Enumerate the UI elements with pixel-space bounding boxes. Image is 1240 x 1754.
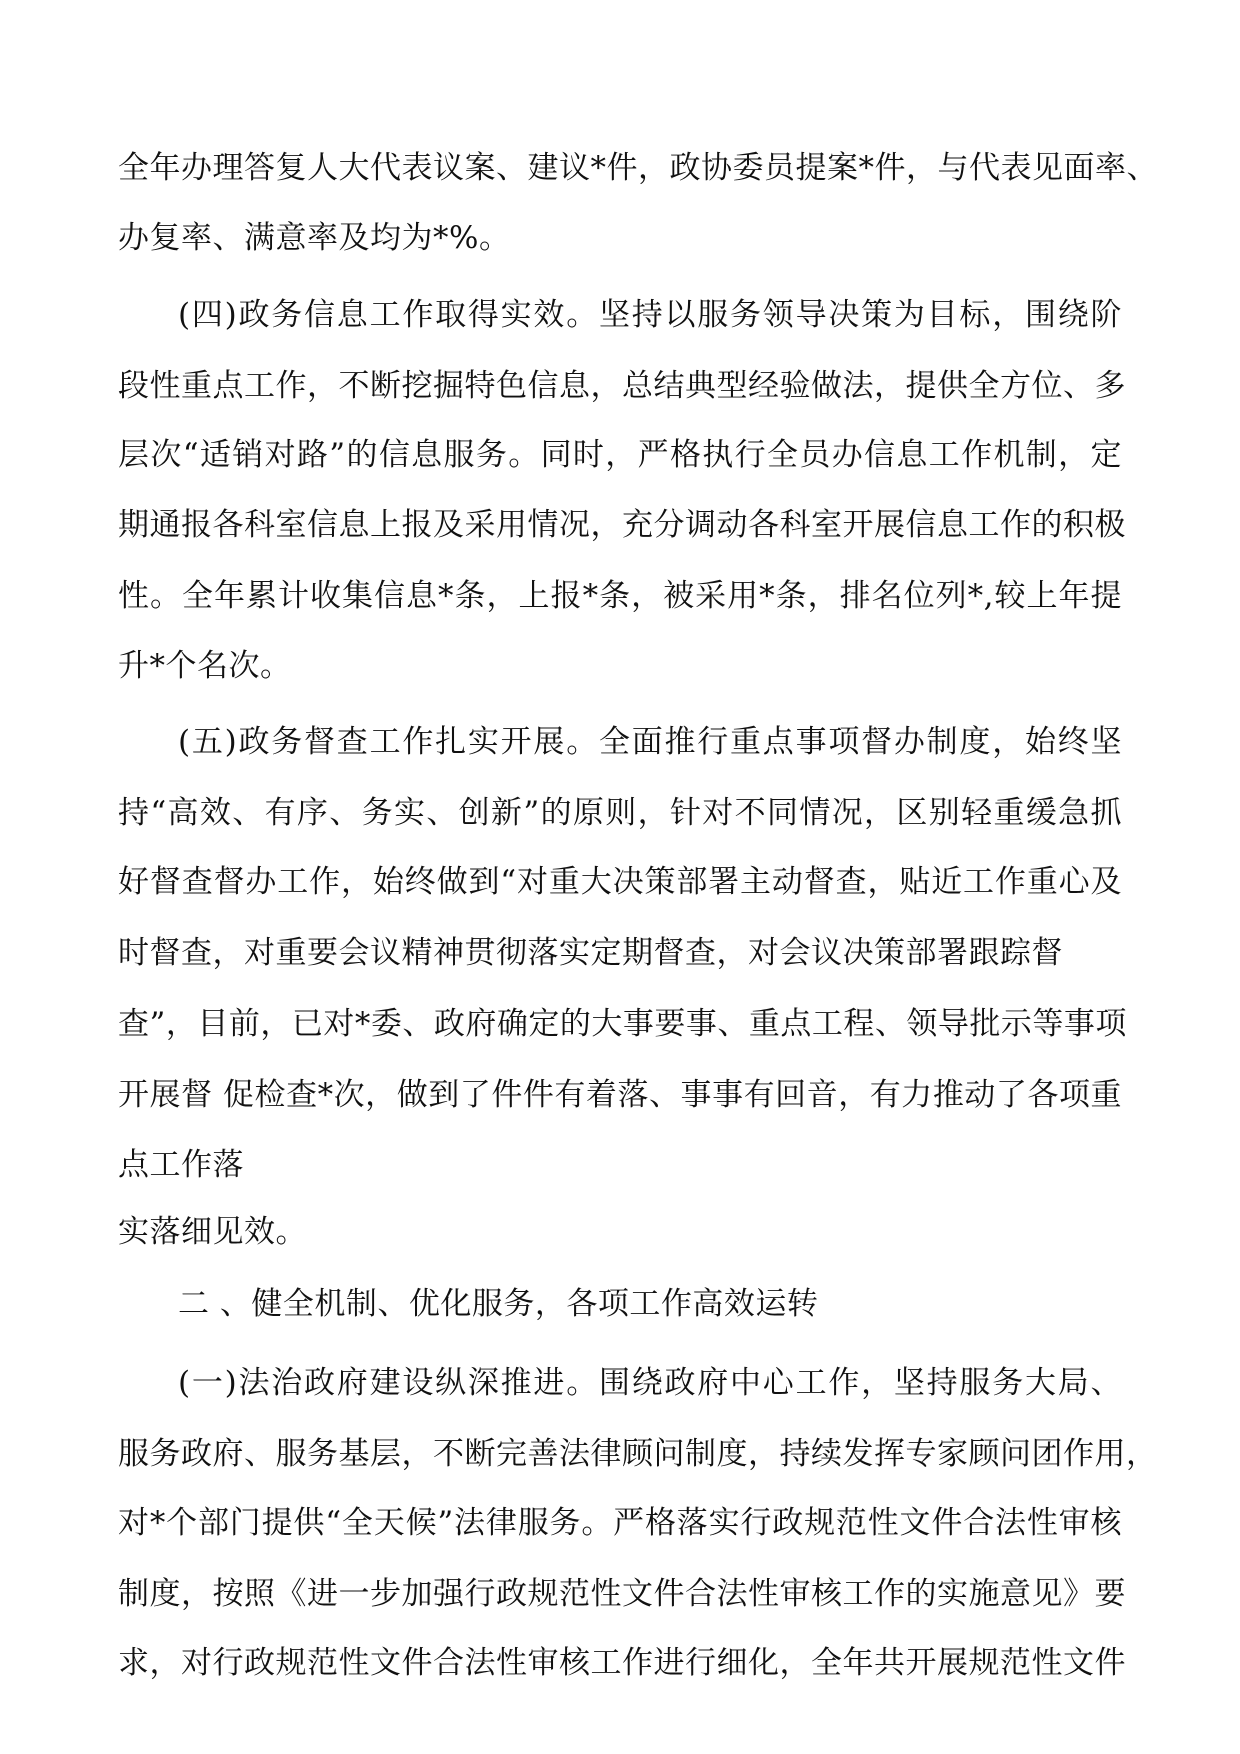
- text-line: 求，对行政规范性文件合法性审核工作进行细化，全年共开展规范性文件: [118, 1645, 1126, 1681]
- text-line: 层次“适销对路”的信息服务。同时，严格执行全员办信息工作机制，定: [118, 437, 1122, 473]
- text-line: 制度，按照《进一步加强行政规范性文件合法性审核工作的实施意见》要: [118, 1576, 1126, 1612]
- section-heading-line: (五)政务督查工作扎实开展。全面推行重点事项督办制度，始终坚: [178, 724, 1122, 760]
- text-line: 查”，目前，已对*委、政府确定的大事要事、重点工程、领导批示等事项: [118, 1006, 1127, 1042]
- text-line: 办复率、满意率及均为*%。: [118, 220, 511, 256]
- text-line: 好督查督办工作，始终做到“对重大决策部署主动督查，贴近工作重心及: [118, 864, 1122, 900]
- section-heading-line: (一)法治政府建设纵深推进。围绕政府中心工作，坚持服务大局、: [178, 1365, 1122, 1401]
- text-line: 期通报各科室信息上报及采用情况，充分调动各科室开展信息工作的积极: [118, 507, 1126, 543]
- text-line: 对*个部门提供“全天候”法律服务。严格落实行政规范性文件合法性审核: [118, 1505, 1122, 1541]
- text-line: 段性重点工作，不断挖掘特色信息，总结典型经验做法，提供全方位、多: [118, 368, 1126, 404]
- text-line: 服务政府、服务基层，不断完善法律顾问制度，持续发挥专家顾问团作用，: [118, 1436, 1158, 1472]
- text-line: 开展督 促检查*次，做到了件件有着落、事事有回音，有力推动了各项重: [118, 1077, 1122, 1113]
- text-line: 实落细见效。: [118, 1214, 307, 1250]
- section-heading-line: (四)政务信息工作取得实效。坚持以服务领导决策为目标，围绕阶: [178, 297, 1122, 333]
- text-line: 升*个名次。: [118, 648, 292, 684]
- text-line: 持“高效、有序、务实、创新”的原则，针对不同情况，区别轻重缓急抓: [118, 795, 1122, 831]
- text-line: 全年办理答复人大代表议案、建议*件，政协委员提案*件，与代表见面率、: [118, 150, 1158, 186]
- text-line: 性。全年累计收集信息*条，上报*条，被采用*条，排名位列*,较上年提: [118, 578, 1122, 614]
- text-line: 点工作落: [118, 1147, 244, 1183]
- text-line: 时督查，对重要会议精神贯彻落实定期督查，对会议决策部署跟踪督: [118, 935, 1063, 971]
- section-title: 二 、健全机制、优化服务，各项工作高效运转: [178, 1286, 819, 1322]
